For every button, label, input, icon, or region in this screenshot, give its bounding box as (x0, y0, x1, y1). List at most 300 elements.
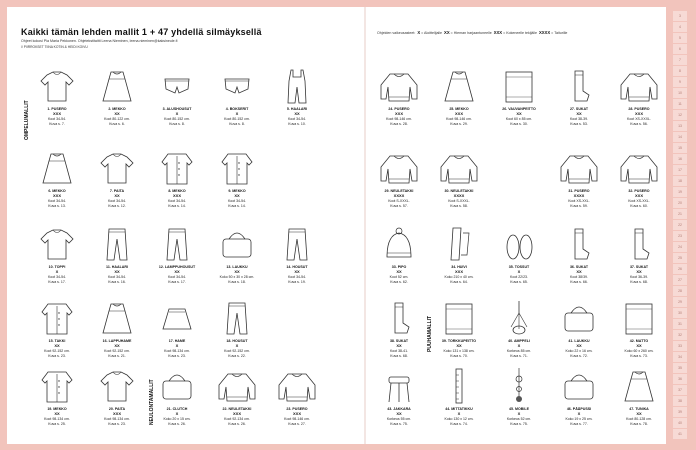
legend-text: = Taiturille (551, 31, 568, 35)
item-size: Koko 60 x 260 cm. (624, 349, 654, 353)
blanket-drawing (437, 299, 481, 337)
difficulty-legend (377, 30, 567, 35)
item-page: Kuva s. 74. (450, 422, 468, 426)
item-page: Kuva s. 25. (48, 422, 66, 426)
page-gutter (364, 7, 366, 444)
item-page: Kuva s. 26. (168, 422, 186, 426)
item-page: Kuva s. 23. (168, 354, 186, 358)
item-difficulty: XX (114, 193, 120, 198)
item-size: Koot 92-152 cm. (104, 349, 130, 353)
item-name: 31. PUSERO (568, 189, 590, 193)
item-difficulty: XXXX (393, 193, 405, 198)
item-size: Koot 98-146 cm. (446, 117, 472, 121)
page-tab[interactable]: 35 (673, 363, 687, 373)
item-name: 1. PUSERO (47, 107, 67, 111)
pattern-item (491, 225, 547, 289)
page-tab[interactable]: 34 (673, 352, 687, 362)
legend-text: = Kokeneelle tekijälle (503, 31, 537, 35)
item-size: Koot 80-122 cm. (104, 117, 130, 121)
pattern-item (89, 67, 145, 131)
item-name: 38. SUKAT (389, 339, 409, 343)
item-difficulty: X (235, 343, 239, 348)
pattern-item (269, 225, 325, 289)
item-difficulty: XX (114, 269, 120, 274)
page-tab[interactable]: 8 (673, 66, 687, 76)
item-difficulty: X (55, 269, 59, 274)
item-size: Koot 38-39. (569, 117, 589, 121)
pattern-item (431, 67, 487, 131)
item-size: Koot 38/39. (570, 275, 588, 279)
pattern-item (611, 367, 667, 431)
item-difficulty: XX (636, 343, 642, 348)
pattern-item (29, 225, 85, 289)
pattern-item (209, 225, 265, 289)
item-difficulty: XX (234, 193, 240, 198)
item-difficulty: X (235, 111, 239, 116)
page-tab[interactable]: 15 (673, 143, 687, 153)
page-tab[interactable]: 5 (673, 33, 687, 43)
item-page: Kuva s. 6. (109, 122, 125, 126)
item-page: Kuva s. 14. (228, 204, 246, 208)
item-difficulty: X (577, 411, 581, 416)
page-tab[interactable]: 29 (673, 297, 687, 307)
coat-drawing (35, 299, 79, 337)
item-page: Kuva s. 68. (390, 354, 408, 358)
page-tab[interactable]: 32 (673, 330, 687, 340)
page-subtitle: Ohjeet kokosi Pia Maria Pekkonen. Ohjetekstitaitti Leena Nieminen, leena.nieminen@kaksineule.fi (21, 39, 178, 43)
item-name: 35. TOSSUT (508, 265, 530, 269)
item-page: Kuva s. 65. (510, 280, 528, 284)
bag-drawing (557, 299, 601, 337)
page-tab[interactable]: 7 (673, 55, 687, 65)
item-difficulty: XXX (634, 111, 643, 116)
item-size: Korkeus 85 cm. (506, 349, 532, 353)
item-difficulty: XX (396, 411, 402, 416)
page-tab[interactable]: 25 (673, 253, 687, 263)
item-name: 29. NEULETAKKI (384, 189, 414, 193)
item-page: Kuva s. 30. (510, 122, 528, 126)
page-tab[interactable]: 39 (673, 407, 687, 417)
pattern-item (149, 299, 205, 363)
item-page: Kuva s. 28. (390, 122, 408, 126)
item-difficulty: XXX (112, 411, 121, 416)
item-name: 33. PIPO (391, 265, 407, 269)
item-name: 8. MEKKO (168, 189, 186, 193)
item-difficulty: X (175, 343, 179, 348)
pants-long-drawing (275, 225, 319, 263)
pants-short-drawing (155, 67, 199, 105)
item-difficulty: XXXX (573, 193, 585, 198)
item-page: Kuva s. 59. (570, 204, 588, 208)
pattern-item (89, 225, 145, 289)
item-size: Koot 52 cm. (389, 275, 409, 279)
item-difficulty: X (457, 411, 461, 416)
item-name: 22. NEULETAKKI (222, 407, 252, 411)
item-name: 25. MEKKO (449, 107, 469, 111)
item-page: Kuva s. 16. (108, 280, 126, 284)
item-size: Koot 34-54. (107, 275, 127, 279)
blanket-drawing (617, 299, 661, 337)
hanger-drawing (497, 299, 541, 337)
page-tab[interactable]: 12 (673, 110, 687, 120)
item-size: Koot 98-146 cm. (284, 417, 310, 421)
item-difficulty: XXX (394, 111, 403, 116)
item-difficulty: XX (234, 269, 240, 274)
page-tab[interactable]: 28 (673, 286, 687, 296)
stool-drawing (377, 367, 421, 405)
page-tab[interactable]: 6 (673, 44, 687, 54)
item-difficulty: XXX (454, 269, 463, 274)
item-size: Koot 34-54. (287, 117, 307, 121)
legend-mark: XXXX (538, 30, 551, 35)
item-size: Koot 34-54. (47, 275, 67, 279)
item-page: Kuva s. 8. (169, 122, 185, 126)
pattern-item (209, 367, 265, 431)
page-tab[interactable]: 24 (673, 242, 687, 252)
item-difficulty: XX (54, 411, 60, 416)
item-name: 27. SUKAT (569, 107, 589, 111)
item-page: Kuva s. 78. (630, 422, 648, 426)
item-name: 24. PUSERO (388, 107, 410, 111)
item-page: Kuva s. 22. (228, 354, 246, 358)
item-difficulty: XX (576, 269, 582, 274)
item-size: Koot XS-XXL. (568, 199, 590, 203)
item-size: Korkeus 52 cm. (506, 417, 532, 421)
item-size: Koko 50 x 30 x 28 cm. (219, 275, 255, 279)
item-difficulty: XXXX (453, 193, 465, 198)
item-page: Kuva s. 72. (570, 354, 588, 358)
item-size: Koko 130 x 12 cm. (444, 417, 474, 421)
item-page: Kuva s. 53. (570, 122, 588, 126)
item-difficulty: XX (396, 343, 402, 348)
item-name: 12. LAMPPUHOUSUT (158, 265, 196, 269)
page-tab[interactable]: 26 (673, 264, 687, 274)
item-difficulty: XX (636, 269, 642, 274)
dress-drawing (95, 67, 139, 105)
item-size: Koot 34-54. (47, 117, 67, 121)
pattern-item (611, 225, 667, 289)
item-size: Koko 22 x 16 cm. (565, 349, 593, 353)
item-size: Koot 34-54. (167, 275, 187, 279)
pants-short-drawing (215, 67, 259, 105)
stick-drawing (437, 367, 481, 405)
page-tab[interactable]: 33 (673, 341, 687, 351)
page-tab[interactable]: 11 (673, 99, 687, 109)
pattern-item (89, 149, 145, 213)
pattern-item (269, 367, 325, 431)
item-page: Kuva s. 23. (108, 422, 126, 426)
item-difficulty: XX (576, 343, 582, 348)
page-title: Kaikki tämän lehden mallit 1 + 47 yhdellä silmäyksellä (21, 27, 262, 37)
pattern-item (149, 225, 205, 289)
pants-long-drawing (95, 225, 139, 263)
item-page: Kuva s. 21. (108, 354, 126, 358)
item-size: Koko 20 x 15 cm. (163, 417, 191, 421)
page-tab[interactable]: 4 (673, 22, 687, 32)
item-page: Kuva s. 73. (630, 354, 648, 358)
item-page: Kuva s. 8. (229, 122, 245, 126)
item-difficulty: XXX (292, 411, 301, 416)
item-name: 40. AMPPELI (508, 339, 530, 343)
page-tab[interactable]: 37 (673, 385, 687, 395)
top-drawing (95, 149, 139, 187)
pattern-item (491, 299, 547, 363)
item-name: 30. NEULETAKKI (444, 189, 474, 193)
item-name: 43. JAKKARA (387, 407, 411, 411)
item-page: Kuva s. 57. (390, 204, 408, 208)
pattern-item (551, 299, 607, 363)
sweater-drawing (377, 149, 421, 187)
item-name: 28. PUSERO (628, 107, 650, 111)
item-difficulty: XX (636, 411, 642, 416)
item-name: 19. MEKKO (47, 407, 67, 411)
item-name: 44. MITTATIKKU (445, 407, 473, 411)
item-page: Kuva s. 71. (510, 354, 528, 358)
page-tab[interactable]: 3 (673, 11, 687, 21)
item-size: Koot 98-146 cm. (386, 117, 412, 121)
item-difficulty: XXX (634, 193, 643, 198)
legend-text: = Hieman harjaantuneelle (450, 31, 492, 35)
pattern-item (269, 67, 325, 131)
page-tab[interactable]: 27 (673, 275, 687, 285)
coat-drawing (35, 367, 79, 405)
item-page: Kuva s. 13. (48, 204, 66, 208)
coat-drawing (215, 149, 259, 187)
page-tab[interactable]: 38 (673, 396, 687, 406)
item-difficulty: X (175, 111, 179, 116)
item-size: Koot 92-152 cm. (224, 349, 250, 353)
blanket-drawing (497, 67, 541, 105)
item-name: 26. VAUVANPEITTO (502, 107, 536, 111)
item-size: Koot 80-152 cm. (164, 117, 190, 121)
page-tab[interactable]: 36 (673, 374, 687, 384)
top-drawing (95, 367, 139, 405)
item-difficulty: XX (456, 343, 462, 348)
item-difficulty: XX (174, 269, 180, 274)
page-tab[interactable]: 19 (673, 187, 687, 197)
item-page: Kuva s. 23. (48, 354, 66, 358)
item-size: Koot 34-54. (167, 199, 187, 203)
item-name: 20. PAITA (108, 407, 126, 411)
item-name: 11. HAALARI (106, 265, 128, 269)
item-size: Koot 34-54. (107, 199, 127, 203)
sock-drawing (377, 299, 421, 337)
item-difficulty: XXX (52, 111, 61, 116)
pattern-item (89, 367, 145, 431)
item-size: Korkeus 55 cm. (386, 417, 412, 421)
item-size: Koot S-XXXL. (448, 199, 470, 203)
item-size: Koot 80-152 cm. (224, 117, 250, 121)
item-difficulty: XX (516, 111, 522, 116)
page-tab[interactable]: 17 (673, 165, 687, 175)
page-tab[interactable]: 31 (673, 319, 687, 329)
pattern-item (491, 367, 547, 431)
pattern-item (431, 149, 487, 213)
item-size: Koot XS-XXL. (628, 199, 650, 203)
item-name: 37. SUKAT (629, 265, 649, 269)
item-page: Kuva s. 58. (450, 204, 468, 208)
item-name: 18. HOUSUT (226, 339, 248, 343)
item-name: 16. LAPPUHAME (102, 339, 132, 343)
pattern-item (611, 67, 667, 131)
item-size: Koko 131 x 138 cm. (443, 349, 475, 353)
sock-drawing (557, 67, 601, 105)
item-difficulty: XXX (172, 193, 181, 198)
pattern-item (209, 67, 265, 131)
section-label-puuhamallit: PUUHAMALLIT (427, 315, 433, 352)
page-tab[interactable]: 23 (673, 231, 687, 241)
page-tabs (669, 7, 689, 444)
item-page: Kuva s. 12. (108, 204, 126, 208)
item-name: 46. PÄÄPUSSI (566, 407, 592, 411)
dress-drawing (617, 367, 661, 405)
pattern-item (371, 299, 427, 363)
pattern-item (29, 367, 85, 431)
page-tab[interactable]: 21 (673, 209, 687, 219)
item-name: 41. LAUKKU (568, 339, 590, 343)
item-name: 9. MEKKO (228, 189, 246, 193)
item-difficulty: X (517, 411, 521, 416)
sweater-drawing (557, 149, 601, 187)
bag-drawing (215, 225, 259, 263)
page-tab[interactable]: 20 (673, 198, 687, 208)
item-page: Kuva s. 66. (570, 280, 588, 284)
page-tab[interactable]: 22 (673, 220, 687, 230)
item-size: Koot 22/23. (510, 275, 528, 279)
skirt-drawing (155, 299, 199, 337)
legend-mark: XX (444, 30, 450, 35)
dress-drawing (437, 67, 481, 105)
item-page: Kuva s. 17. (48, 280, 66, 284)
pattern-item (371, 225, 427, 289)
item-difficulty: X (517, 269, 521, 274)
item-page: Kuva s. 70. (450, 354, 468, 358)
item-page: Kuva s. 56. (630, 122, 648, 126)
item-name: 7. PAITA (109, 189, 125, 193)
item-page: Kuva s. 26. (228, 422, 246, 426)
page-tab[interactable]: 10 (673, 88, 687, 98)
pattern-item (209, 299, 265, 363)
item-page: Kuva s. 17. (168, 280, 186, 284)
item-difficulty: XXX (454, 111, 463, 116)
bag-drawing (557, 367, 601, 405)
coat-drawing (155, 149, 199, 187)
legend-label: Ohjeiden vaikeusasteet: (377, 31, 416, 35)
pattern-item (551, 367, 607, 431)
pattern-item (149, 149, 205, 213)
pattern-item (551, 67, 607, 131)
item-name: 45. MOBILE (509, 407, 529, 411)
scarf-drawing (437, 225, 481, 263)
hat-drawing (377, 225, 421, 263)
item-page: Kuva s. 62. (390, 280, 408, 284)
bag-drawing (155, 367, 199, 405)
item-difficulty: XX (294, 111, 300, 116)
item-size: Koot 80-128 cm. (626, 417, 652, 421)
page-tab[interactable]: 30 (673, 308, 687, 318)
sweater-drawing (215, 367, 259, 405)
page-tab[interactable]: 18 (673, 176, 687, 186)
pattern-item (371, 367, 427, 431)
item-page: Kuva s. 10. (288, 122, 306, 126)
item-name: 3. ALUSHOUSUT (162, 107, 192, 111)
sock-drawing (617, 225, 661, 263)
item-difficulty: XX (114, 343, 120, 348)
page-tab[interactable]: 41 (673, 429, 687, 439)
pattern-item (149, 367, 205, 431)
item-name: 17. HAME (168, 339, 186, 343)
pattern-item (149, 67, 205, 131)
sweater-drawing (437, 149, 481, 187)
item-difficulty: XX (294, 269, 300, 274)
sweater-drawing (617, 149, 661, 187)
pattern-item (611, 299, 667, 363)
item-name: 10. TOPPI (48, 265, 66, 269)
section-label-ompelu: OMPELUMALLIT (24, 100, 30, 140)
sweater-drawing (275, 367, 319, 405)
item-name: 42. MATTO (629, 339, 649, 343)
item-size: Koot 98-134 cm. (104, 417, 130, 421)
item-difficulty: XXX (52, 193, 61, 198)
pattern-item (89, 299, 145, 363)
item-size: Koko 210 x 40 cm. (444, 275, 474, 279)
item-difficulty: XX (114, 111, 120, 116)
item-name: 39. TORKKUPEITTO (441, 339, 477, 343)
pattern-item (491, 67, 547, 131)
item-name: 47. TUNIKA (629, 407, 649, 411)
item-page: Kuva s. 68. (630, 280, 648, 284)
item-size: Koot 38-41. (389, 349, 409, 353)
section-label-neulonta: NEULONTAMALLIT (149, 379, 155, 425)
item-name: 21. CLUTCH (166, 407, 188, 411)
item-page: Kuva s. 75. (390, 422, 408, 426)
item-size: Koot 34-54. (227, 199, 247, 203)
item-difficulty: XX (54, 343, 60, 348)
page-tab[interactable]: 9 (673, 77, 687, 87)
pants-long-drawing (215, 299, 259, 337)
pattern-item (551, 149, 607, 213)
slipper-drawing (497, 225, 541, 263)
dress-drawing (35, 149, 79, 187)
magazine-spread (7, 7, 666, 444)
item-difficulty: XX (396, 269, 402, 274)
item-difficulty: XXX (232, 411, 241, 416)
item-size: Koot 92-134 cm. (224, 417, 250, 421)
pattern-item (29, 67, 85, 131)
item-size: Koot 98-134 cm. (164, 349, 190, 353)
pattern-item (551, 225, 607, 289)
item-page: Kuva s. 64. (450, 280, 468, 284)
page-tab[interactable]: 40 (673, 418, 687, 428)
page-tab[interactable]: 14 (673, 132, 687, 142)
sweater-drawing (617, 67, 661, 105)
item-size: Koot 60 x 85 cm. (505, 117, 533, 121)
page-tab[interactable]: 13 (673, 121, 687, 131)
pattern-item (431, 367, 487, 431)
pattern-item (371, 149, 427, 213)
page-tab[interactable]: 16 (673, 154, 687, 164)
pants-long-drawing (155, 225, 199, 263)
item-page: Kuva s. 19. (288, 280, 306, 284)
item-size: Koot 36-39. (629, 275, 649, 279)
pattern-item (371, 67, 427, 131)
item-name: 32. PUSERO (628, 189, 650, 193)
item-name: 6. MEKKO (48, 189, 66, 193)
item-name: 23. PUSERO (286, 407, 308, 411)
item-page: Kuva s. 60. (630, 204, 648, 208)
item-page: Kuva s. 18. (228, 280, 246, 284)
pattern-item (431, 225, 487, 289)
